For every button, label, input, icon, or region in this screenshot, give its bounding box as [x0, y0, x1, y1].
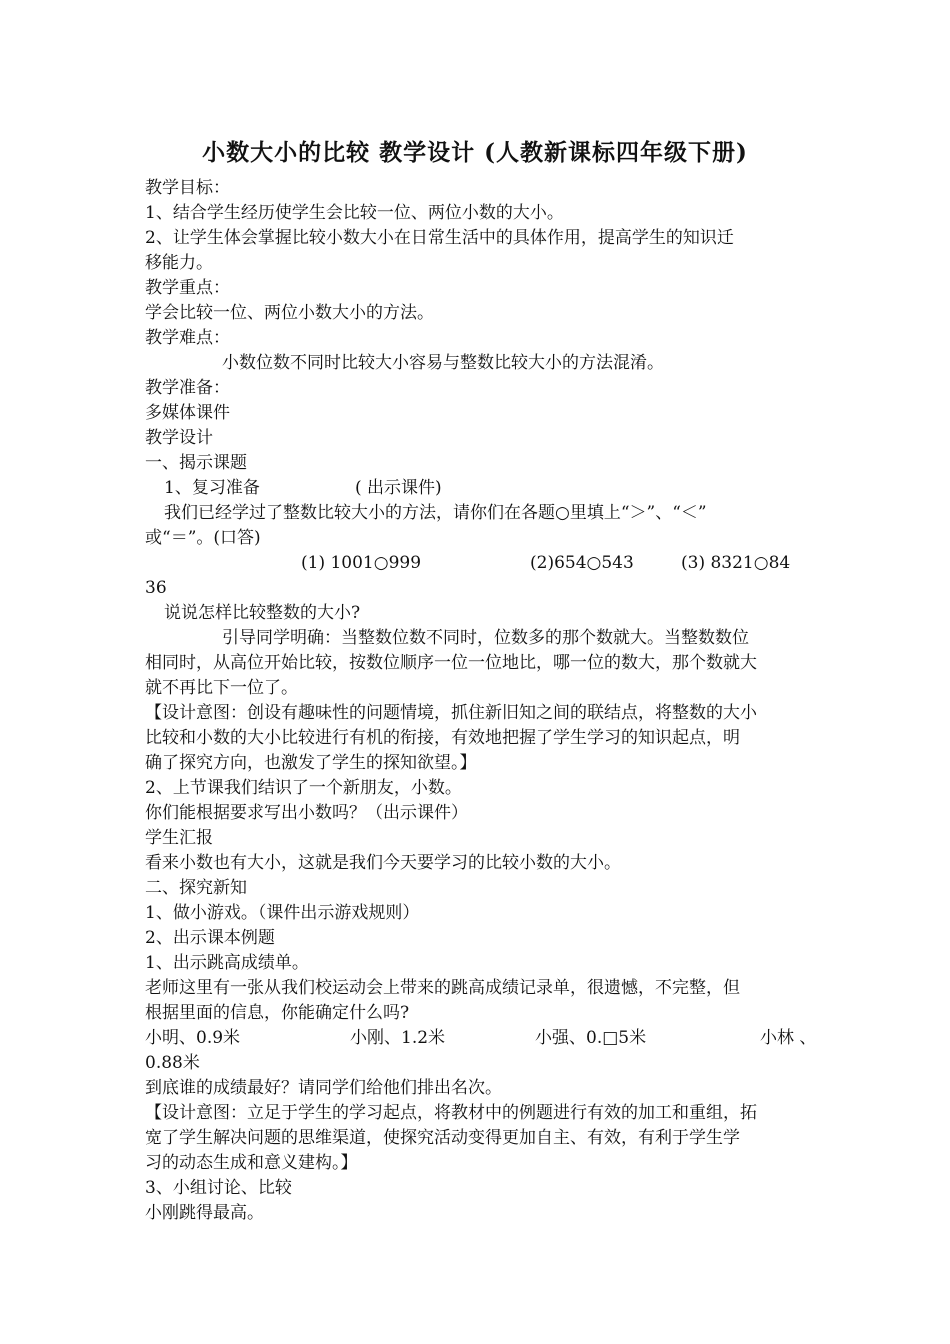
section-1-heading: 一、揭示课题	[145, 453, 247, 473]
design-intent-1-cont-1: 比较和小数的大小比较进行有机的衔接，有效地把握了学生学习的知识起点，明	[145, 728, 740, 748]
score-sheet-intro-cont: 根据里面的信息，你能确定什么吗?	[145, 1003, 410, 1023]
score-xiaoming: 小明、0.9米	[145, 1028, 241, 1048]
review-item-2: 2、上节课我们结识了一个新朋友，小数。	[145, 778, 462, 798]
exercise-1: (1) 1001○999	[301, 553, 422, 573]
student-report: 学生汇报	[145, 828, 213, 848]
goal-item-1: 1、结合学生经历使学生会比较一位、两位小数的大小。	[145, 203, 564, 223]
preparation-text: 多媒体课件	[145, 403, 230, 423]
goal-item-2: 2、让学生体会掌握比较小数大小在日常生活中的具体作用，提高学生的知识迁	[145, 228, 734, 248]
design-intent-1: 【设计意图：创设有趣味性的问题情境，抓住新旧知之间的联结点，将整数的大小	[145, 703, 757, 723]
exercise-3-cont: 36	[145, 578, 167, 598]
explore-item-2: 2、出示课本例题	[145, 928, 275, 948]
write-decimals-prompt: 你们能根据要求写出小数吗？（出示课件）	[145, 803, 468, 823]
heading-difficulties: 教学难点：	[145, 328, 230, 348]
goal-item-2-cont: 移能力。	[145, 253, 213, 273]
difficulties-text: 小数位数不同时比较大小容易与整数比较大小的方法混淆。	[222, 353, 664, 373]
explore-item-3: 1、出示跳高成绩单。	[145, 953, 309, 973]
guidance-text-cont-1: 相同时，从高位开始比较，按数位顺序一位一位地比，哪一位的数大，那个数就大	[145, 653, 757, 673]
guidance-text: 引导同学明确：当整数位数不同时，位数多的那个数就大。当整数数位	[222, 628, 749, 648]
question-compare-integers: 说说怎样比较整数的大小?	[164, 603, 361, 623]
score-sheet-intro: 老师这里有一张从我们校运动会上带来的跳高成绩记录单，很遗憾，不完整，但	[145, 978, 740, 998]
review-instruction-cont: 或“＝”。(口答)	[145, 528, 261, 548]
lesson-intro: 看来小数也有大小，这就是我们今天要学习的比较小数的大小。	[145, 853, 621, 873]
exercise-2: (2)654○543	[530, 553, 634, 573]
document-title: 小数大小的比较 教学设计 (人教新课标四年级下册)	[202, 139, 748, 166]
heading-design: 教学设计	[145, 428, 213, 448]
review-instruction: 我们已经学过了整数比较大小的方法，请你们在各题○里填上“＞”、“＜”	[164, 503, 707, 523]
key-points-text: 学会比较一位、两位小数大小的方法。	[145, 303, 434, 323]
explore-item-discussion: 3、小组讨论、比较	[145, 1178, 292, 1198]
guidance-text-cont-2: 就不再比下一位了。	[145, 678, 298, 698]
review-prep-label: 1、复习准备	[164, 478, 260, 498]
score-xiaolin-value: 0.88米	[145, 1053, 200, 1073]
design-intent-2-cont-1: 宽了学生解决问题的思维渠道，使探究活动变得更加自主、有效，有利于学生学	[145, 1128, 740, 1148]
heading-preparation: 教学准备：	[145, 378, 230, 398]
conclusion-text: 小刚跳得最高。	[145, 1203, 264, 1223]
section-2-heading: 二、探究新知	[145, 878, 247, 898]
design-intent-1-cont-2: 确了探究方向，也激发了学生的探知欲望。】	[145, 753, 477, 773]
explore-item-1: 1、做小游戏。（课件出示游戏规则）	[145, 903, 420, 923]
score-xiaoqiang: 小强、0.□5米	[535, 1028, 647, 1048]
exercise-3: (3) 8321○84	[681, 553, 791, 573]
score-xiaogang: 小刚、1.2米	[350, 1028, 446, 1048]
score-xiaolin: 小林 、	[760, 1028, 817, 1048]
show-courseware-note: ( 出示课件)	[355, 478, 442, 498]
design-intent-2-cont-2: 习的动态生成和意义建构。】	[145, 1153, 358, 1173]
heading-key-points: 教学重点：	[145, 278, 230, 298]
ranking-question: 到底谁的成绩最好？请同学们给他们排出名次。	[145, 1078, 502, 1098]
design-intent-2: 【设计意图：立足于学生的学习起点，将教材中的例题进行有效的加工和重组，拓	[145, 1103, 757, 1123]
heading-teaching-goals: 教学目标：	[145, 178, 230, 198]
